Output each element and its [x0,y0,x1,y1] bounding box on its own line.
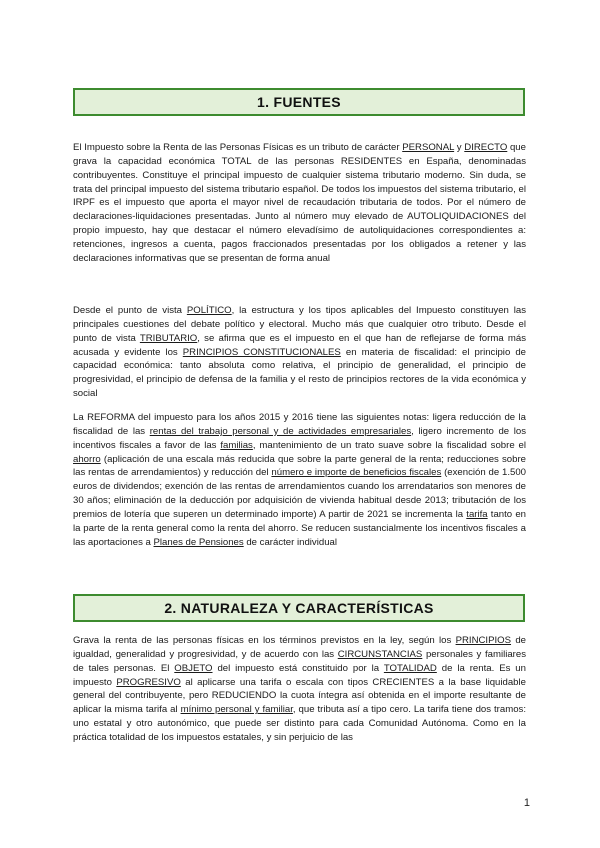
text-run: , la estructura y los tipos aplicables del Impuesto constituyen las principales cuestiones del debate político y electoral. Mucho más que cualquier otro tributo. Desde el punto de vista [73,305,526,344]
text-run: del impuesto está constituido por la [212,662,384,674]
underlined-term: mínimo personal y familiar [180,704,293,716]
paragraph-nature [73,634,526,745]
text-run: personales y familiares de tales personas. El [73,648,526,674]
paragraph-reform [73,411,526,549]
text-run: de igualdad, generalidad y progresividad, y de acuerdo con las [73,635,526,660]
underlined-term: número e importe de beneficios fiscales [271,467,442,479]
text-run: en materia de fiscalidad: el principio de capacidad económica: tanto absoluta como relativa, el principio de generalidad, el principio de progresividad, el principio de defensa de la familia y el resto de principios rectores de la vida económica y social [73,346,526,400]
paragraph-irpf-definition [73,141,526,266]
section-heading-fuentes: 1. FUENTES [73,88,525,116]
text-run: de carácter individual [243,536,337,548]
text-run: , ligero incremento de los incentivos fiscales a favor de las [73,425,526,451]
text-run: y [454,142,465,153]
text-run: El Impuesto sobre la Renta de las Personas Físicas es un tributo de carácter [73,142,403,153]
underlined-term: POLÍTICO [186,305,232,316]
text-run: (exención de 1.500 euros de dividendos; exención de las rentas de arrendamientos cuando los arrendatarios son menores de 30 años; eliminación de la deducción por adquisición de vivienda habitual desde 2013; tributación de los premios de lotería que superen un determinado importe) A partir de 2021 se incrementa la [73,467,527,520]
underlined-term: familias [220,439,253,451]
underlined-term: TOTALIDAD [383,662,437,674]
page-number: 1 [523,797,530,809]
text-run: La REFORMA del impuesto para los años 2015 y 2016 tiene las siguientes notas: ligera reducción de la fiscalidad de las [73,412,526,437]
underlined-term: TRIBUTARIO [139,332,198,344]
text-run: , que tributa así a tipo cero. La tarifa tiene dos tramos: uno estatal y otro autonómico, que puede ser distinto para cada Comunidad Autónoma. Como en la práctica totalidad de los impuestos estatales, y sin perjuicio de las [73,704,526,743]
underlined-term: PRINCIPIOS CONSTITUCIONALES [182,346,341,358]
text-run: Grava la renta de las personas físicas en los términos previstos en la ley, según los [73,635,456,646]
text-run: Desde el punto de vista [73,305,187,316]
underlined-term: CIRCUNSTANCIAS [337,648,423,660]
text-run: al aplicarse una tarifa o escala con tipos CRECIENTES a la base liquidable general del contribuyente, pero REDUCIENDO la cuota íntegra así obtenida en el importe resultante de aplicar la misma tarifa al [73,676,526,716]
section-heading-naturaleza: 2. NATURALEZA Y CARACTERÍSTICAS [73,594,525,622]
underlined-term: ahorro [73,453,101,465]
underlined-term: PROGRESIVO [116,676,181,688]
underlined-term: PERSONAL [402,142,455,153]
underlined-term: OBJETO [174,662,213,674]
text-run: tanto en la parte de la renta general como la renta del ahorro. Se reducen sustancialmente los incentivos fiscales a las aportaciones a [73,508,526,548]
text-run: de la renta. Es un impuesto [73,662,526,688]
text-run: que grava la capacidad económica TOTAL de las personas RESIDENTES en España, denominadas contribuyentes. Constituye el principal impuesto de cualquier sistema tributario moderno. Sin duda, se trata del principal impuesto del sistema tributario español. De todos los impuestos del sistema tributario, el IRPF es el impuesto que aporta el mayor nivel de recaudación tributaria de todos. Por el número de declaraciones-liquidaciones presentadas. Junto al número muy elevado de AUTOLIQUIDACIONES del propio impuesto, hay que destacar el número elevadísimo de autoliquidaciones correspondientes a: retenciones, ingresos a cuenta, pagos fraccionados presentadas por los obligados a retener y las declaraciones informativas que se presentan de forma anual [73,142,526,264]
underlined-term: tarifa [466,508,488,520]
underlined-term: DIRECTO [464,142,508,153]
underlined-term: rentas del trabajo personal y de actividades empresariales [149,425,412,437]
text-run: (aplicación de una escala más reducida que sobre la parte general de la renta; reducciones sobre las rentas de arrendamientos) y reducción del [73,453,526,479]
text-run: , mantenimiento de un trato suave sobre la fiscalidad sobre el [252,439,526,451]
underlined-term: PRINCIPIOS [455,635,512,646]
paragraph-political-tributary [73,304,526,401]
text-run: , se afirma que es el impuesto en el que han de reflejarse de forma más acusada y evidente los [73,332,526,358]
underlined-term: Planes de Pensiones [153,536,244,548]
